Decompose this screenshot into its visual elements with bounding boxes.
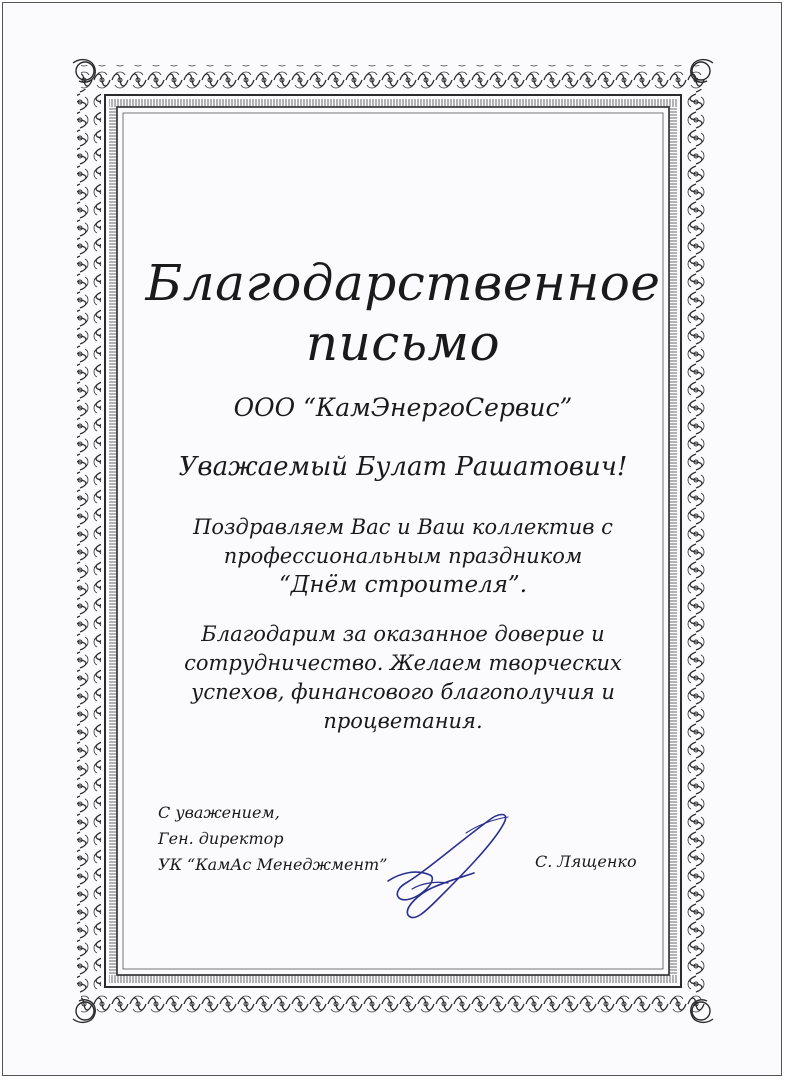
signatory-position: Ген. директор: [158, 829, 284, 848]
certificate-sheet: [2, 2, 782, 1076]
paragraph1-line3: “Днём строителя”.: [278, 572, 528, 598]
paragraph2-line3: успехов, финансового благополучия и: [191, 680, 615, 704]
paragraph1-line1: Поздравляем Вас и Ваш коллектив с: [193, 515, 613, 539]
paragraph2-line4: процветания.: [323, 709, 483, 733]
paragraph2-line1: Благодарим за оказанное доверие и: [201, 622, 605, 646]
handwritten-signature: [378, 803, 528, 933]
signatory-company: УК “КамАс Менеджмент”: [158, 855, 388, 874]
letter-title-line2: письмо: [305, 314, 501, 372]
paragraph2-line2: сотрудничество. Желаем творческих: [184, 651, 622, 675]
gratitude-paragraph: [143, 620, 663, 736]
signatory-name: С. Лященко: [535, 852, 637, 871]
greeting: Уважаемый Булат Рашатович!: [178, 452, 628, 482]
congratulation-paragraph: [143, 513, 663, 600]
letter-title-line1: Благодарственное: [145, 254, 661, 312]
paragraph1-line2: профессиональным праздником: [223, 544, 583, 568]
letter-body: [143, 253, 663, 736]
closing-phrase: С уважением,: [158, 803, 280, 822]
recipient-organization: ООО “КамЭнергоСервис”: [233, 393, 573, 422]
